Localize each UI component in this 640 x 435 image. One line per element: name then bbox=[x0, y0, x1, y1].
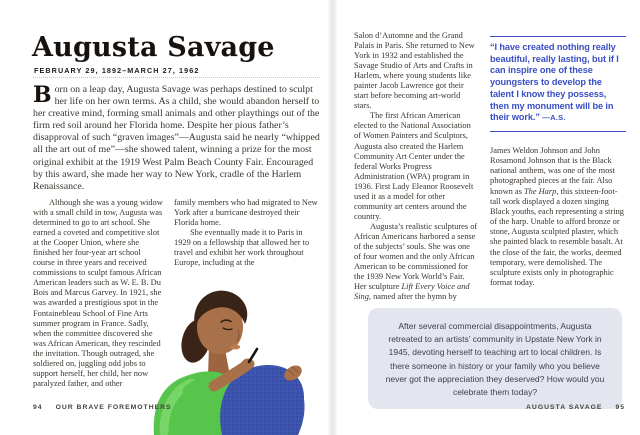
body-paragraph: Although she was a young widow with a small child in tow, Augusta was determined to go to art school. She earned a coveted and competitive slot at the Cooper Union, where she finished her four-year art school course in three years and received commissions to sculpt famous African American leaders such as W. E. B. Du Bois and Marcus Garvey. In 1921, she was awarded a prestigious spot in the Fontainebleau School of Fine Arts summer program in France. Sadly, when the committee discovered she was African American, they rescinded the invitation. Though outraged, she soldiered on, juggling odd jobs to support herself, her child, her now paralyzed father, and other bbox=[33, 198, 163, 388]
paragraph-text: James Weldon Johnson and John Rosamond Johnson that is the Black national anthem, was one of the most photographed pieces at the fair. Also known as bbox=[490, 146, 615, 196]
quote-body: “I have created nothing really beautiful, really lasting, but if I can inspire one of these youngsters to develop the talent I know they possess, then my monument will be in their work.” bbox=[490, 42, 619, 123]
dates-subtitle: FEBRUARY 29, 1892–MARCH 27, 1962 bbox=[34, 66, 200, 75]
right-footer bbox=[526, 404, 625, 411]
ear bbox=[199, 326, 208, 339]
drop-cap: B bbox=[33, 82, 52, 108]
left-footer bbox=[33, 404, 172, 411]
dotted-divider bbox=[33, 77, 320, 78]
right-page-column-1 bbox=[354, 31, 478, 302]
intro-paragraph bbox=[33, 84, 321, 193]
quote-text bbox=[490, 42, 626, 124]
body-paragraph: She eventually made it to Paris in 1929 on a fellowship that allowed her to travel and exhibit her work throughout Europe, including at the bbox=[174, 228, 310, 268]
quote-attribution: —A.S. bbox=[542, 113, 566, 123]
chapter-title: AUGUSTA SAVAGE bbox=[526, 404, 603, 411]
page-title: Augusta Savage bbox=[32, 32, 275, 63]
italic-title: The Harp bbox=[523, 186, 557, 196]
intro-text: orn on a leap day, Augusta Savage was perhaps destined to sculpt her life on her own terms. As a child, she would abandon herself to her creative mind, forming small animals and other playthings out of the firm red soil around her Florida home. Despite her pious father’s disapproval of such “graven images”—Augusta said he nearly “whipped all the art out of me”—she showed talent, winning a prize for the most original exhibit at the 1919 West Palm Beach County Fair. Encouraged by this award, she made her way to New York, cradle of the Harlem Renaissance. bbox=[33, 84, 320, 192]
body-paragraph bbox=[354, 222, 478, 302]
body-paragraph: The first African American elected to the National Association of Women Painters and Sculptors, Augusta also created the Harlem Community Art Center under the federal Works Progress Administration (WPA) program in 1936. First Lady Eleanor Roosevelt used it as a model for other community art centers around the country. bbox=[354, 111, 474, 221]
hand bbox=[242, 359, 255, 370]
augusta-savage-illustration bbox=[152, 280, 325, 435]
book-title: OUR BRAVE FOREMOTHERS bbox=[55, 404, 172, 411]
body-paragraph: family members who had migrated to New York after a hurricane destroyed their Florida home. bbox=[174, 198, 318, 228]
right-page-column-2 bbox=[490, 146, 627, 288]
body-paragraph: Salon d’Automne and the Grand Palais in Paris. She returned to New York in 1932 and established the Savage Studio of Arts and Crafts in Harlem, where young students like painter Jacob Lawrence got their start before becoming art-world stars. bbox=[354, 31, 475, 111]
paragraph-text: , this sixteen-foot-tall work displayed a dozen singing Black youths, each representing a string of the harp. Unable to afford bronze or stone, Augusta sculpted plaster, which she painted black to resemble basalt. At the close of the fair, the works, deemed temporary, were demolished. The sculpture exists only in photographic format today. bbox=[490, 186, 624, 288]
left-column bbox=[33, 198, 163, 389]
page-number: 94 bbox=[33, 404, 43, 411]
page-number: 95 bbox=[615, 404, 625, 411]
page-gutter bbox=[327, 0, 338, 435]
reflection-callout: After several commercial disappointments, Augusta retreated to an artists’ community in Upstate New York in 1945, devoting herself to teaching art to local children. Is there someone in history or your family who you believe never got the appreciation they deserved? How would you celebrate them today? bbox=[368, 308, 622, 409]
italic-title: Lift Every Voice and Sing bbox=[354, 282, 470, 302]
paragraph-text: Augusta’s realistic sculptures of African Americans harbored a sense of the subjects’ souls. She was one of four women and the only African American to be commissioned for the 1939 New York World’s Fair. Her sculpture bbox=[354, 221, 478, 292]
lips bbox=[230, 345, 240, 350]
sculpting-tool-icon bbox=[249, 349, 257, 362]
pull-quote bbox=[490, 36, 626, 132]
body-paragraph bbox=[490, 146, 627, 288]
paragraph-text: , named after the hymn by bbox=[368, 292, 457, 302]
